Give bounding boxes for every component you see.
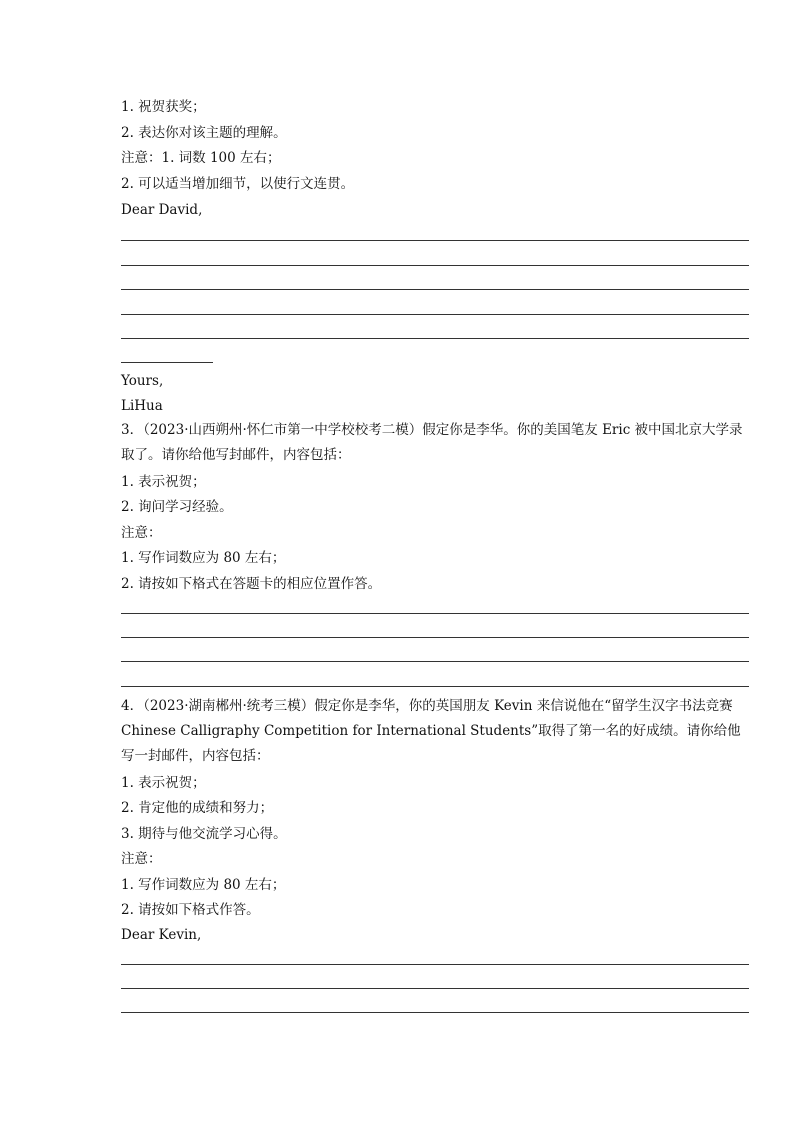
answer-line [121,637,749,638]
answer-line [121,988,749,989]
answer-line [121,686,749,687]
answer-line [121,964,749,965]
q3-item-2: 2. 询问学习经验。 [121,499,233,515]
q4-item-3: 3. 期待与他交流学习心得。 [121,826,287,842]
q4-item-1: 1. 表示祝贺； [121,775,206,791]
q3-note-2: 2. 请按如下格式在答题卡的相应位置作答。 [121,576,382,592]
q4-prompt: 4．（2023·湖南郴州·统考三模）假定你是李华，你的英国朋友 Kevin 来信说他在“留学生汉字书法竞赛 Chinese Calligraphy Competition for International Students”取得了第一名的好成绩。请你给他写一封邮件，内容包括： [121,698,741,764]
q3-prompt: 3．（2023·山西朔州·怀仁市第一中学校校考二模）假定你是李华。你的美国笔友 Eric 被中国北京大学录取了。请你给他写封邮件，内容包括： [121,422,743,463]
q3-note-1: 1. 写作词数应为 80 左右； [121,550,286,566]
answer-line [121,613,749,614]
q4-note-2: 2. 请按如下格式作答。 [121,902,260,918]
q2-item-1: 1. 祝贺获奖； [121,99,206,115]
q2-note-2: 2. 可以适当增加细节，以使行文连贯。 [121,176,355,192]
q2-item-2: 2. 表达你对该主题的理解。 [121,125,287,141]
q4-item-2: 2. 肯定他的成绩和努力； [121,800,274,816]
q3-notes-title: 注意： [121,525,162,541]
answer-line [121,240,749,241]
q2-greeting: Dear David, [121,202,203,218]
answer-line [121,1012,749,1013]
answer-line [121,314,749,315]
answer-line-short [121,362,213,363]
q2-signature: LiHua [121,398,163,414]
q4-notes-title: 注意： [121,851,162,867]
answer-line [121,265,749,266]
answer-line [121,661,749,662]
q2-closing: Yours, [121,373,164,389]
answer-line [121,338,749,339]
answer-line [121,289,749,290]
q4-greeting: Dear Kevin, [121,927,202,943]
q4-note-1: 1. 写作词数应为 80 左右； [121,877,286,893]
q2-notes-title: 注意：1. 词数 100 左右； [121,150,281,166]
q3-item-1: 1. 表示祝贺； [121,474,206,490]
